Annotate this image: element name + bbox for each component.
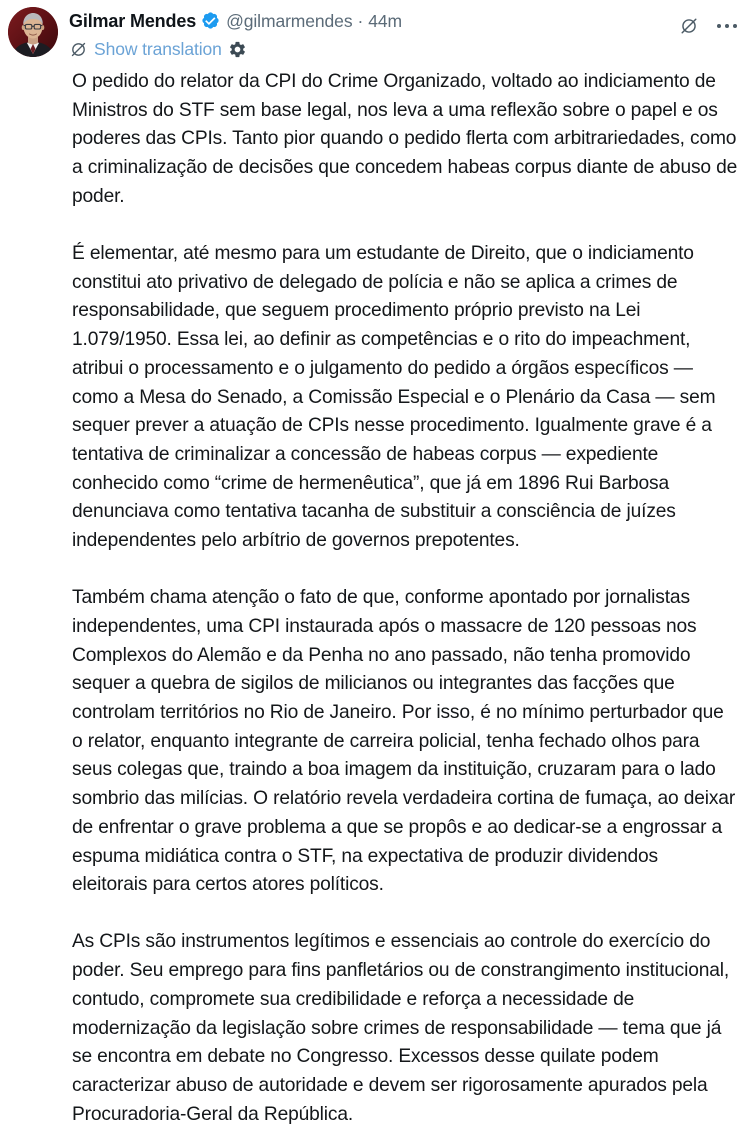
tweet-paragraph: Também chama atenção o fato de que, conforme apontado por jornalistas independentes, uma CPI instaurada após o massacre de 120 pessoas nos Complexos do Alemão e da Penha no ano passado, não tenha promovido sequer a quebra de sigilos de milicianos ou integrantes das facções que controlam territórios no Rio de Janeiro. Por isso, é no mínimo perturbador que o relator, enquanto integrante de carreira policial, tenha fechado olhos para seus colegas que, traindo a boa imagem da instituição, cruzaram para o lado sombrio das milícias. O relatório revela verdadeira cortina de fumaça, ao deixar de enfrentar o grave problema a que se propôs e ao dedicar-se a engrossar a espuma midiática contra o STF, na expectativa de produzir dividendos eleitorais para certos atores políticos.: [72, 584, 738, 900]
separator-dot: ·: [357, 10, 363, 32]
grok-actions-icon[interactable]: [678, 15, 700, 37]
tweet-body: [8, 68, 746, 1129]
tweet-paragraph: É elementar, até mesmo para um estudante de Direito, que o indiciamento constitui ato privativo de delegado de polícia e não se aplica a crimes de responsabilidade, que seguem procedimento próprio previsto na Lei 1.079/1950. Essa lei, ao definir as competências e o rito do impeachment, atribui o processamento e o julgamento do pedido a órgãos específicos — como a Mesa do Senado, a Comissão Especial e o Plenário da Casa — sem sequer prever a atuação de CPIs nesse procedimento. Igualmente grave é a tentativa de criminalizar a concessão de habeas corpus — expediente conhecido como “crime de hermenêutica”, que já em 1896 Rui Barbosa denunciava como tentativa tacanha de substituir a consciência de juízes independentes pelo arbítrio de governos prepotentes.: [72, 240, 738, 556]
more-options-icon[interactable]: [716, 15, 738, 37]
display-name[interactable]: Gilmar Mendes: [69, 10, 196, 32]
dot: [733, 24, 737, 28]
author-handle[interactable]: @gilmarmendes: [226, 10, 352, 32]
tweet-header: [8, 6, 746, 64]
tweet-paragraph: O pedido do relator da CPI do Crime Organizado, voltado ao indiciamento de Ministros do STF sem base legal, nos leva a uma reflexão sobre o papel e os poderes das CPIs. Tanto pior quando o pedido flerta com arbitrariedades, como a criminalização de decisões que concedem habeas corpus diante de abuso de poder.: [72, 68, 738, 212]
dot: [725, 24, 729, 28]
avatar[interactable]: [8, 7, 58, 57]
verified-badge-icon: [201, 11, 220, 30]
author-line: [69, 8, 402, 33]
show-translation-row[interactable]: [69, 37, 402, 61]
dot: [717, 24, 721, 28]
tweet-paragraph: As CPIs são instrumentos legítimos e essenciais ao controle do exercício do poder. Seu emprego para fins panfletários ou de constrangimento institucional, contudo, compromete sua credibilidade e reforça a necessidade de modernização da legislação sobre crimes de responsabilidade — tema que já se encontra em debate no Congresso. Excessos desse quilate podem caracterizar abuso de autoridade e devem ser rigorosamente apurados pela Procuradoria-Geral da República.: [72, 928, 738, 1129]
show-translation-label[interactable]: Show translation: [94, 38, 222, 60]
grok-icon: [69, 40, 88, 59]
post-actions: [678, 15, 738, 37]
gear-icon[interactable]: [228, 40, 247, 59]
author-identity: [69, 6, 402, 61]
timestamp[interactable]: 44m: [368, 10, 402, 32]
